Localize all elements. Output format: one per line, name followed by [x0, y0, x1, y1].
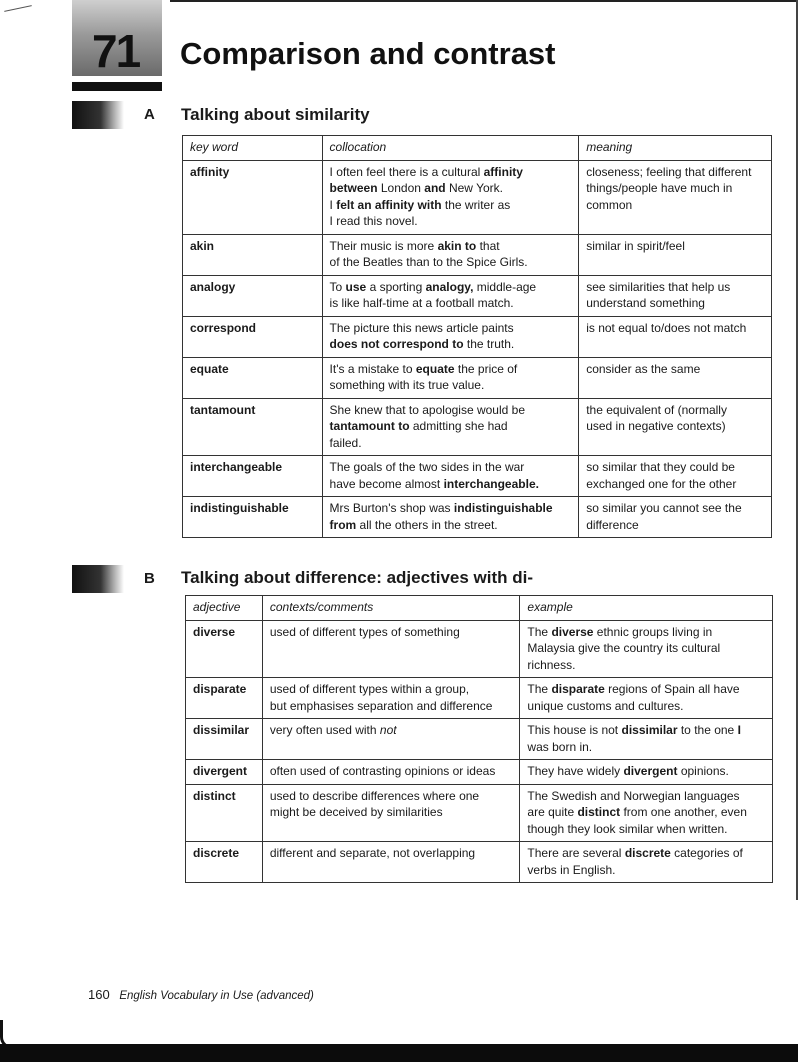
comment-line — [270, 624, 513, 641]
example-text: unique customs and cultures. — [527, 698, 684, 713]
example-text: disparate — [551, 682, 605, 696]
meaning-line: things/people have much in — [586, 181, 733, 195]
meaning-line: exchanged one for the other — [586, 476, 737, 491]
example-line — [527, 862, 765, 879]
key-word-cell: affinity — [183, 160, 323, 234]
meaning-line: used in negative contexts) — [586, 419, 726, 433]
comment-text: different and separate, not overlapping — [269, 846, 476, 860]
table-row — [183, 357, 772, 398]
collocation-text: I read this novel. — [329, 214, 418, 228]
section-a-title: Talking about similarity — [181, 105, 370, 124]
example-cell — [520, 719, 773, 760]
example-text: richness. — [527, 657, 576, 672]
example-text: divergent — [623, 764, 678, 778]
example-text: are quite — [527, 805, 578, 819]
example-text: They have widely — [527, 764, 624, 778]
meaning-line: is not equal to/does not match — [586, 320, 747, 335]
key-word-cell: equate — [183, 357, 323, 398]
collocation-text: have become almost — [329, 476, 444, 491]
example-text: I — [737, 723, 741, 737]
table-row — [183, 234, 772, 275]
adjective-cell: divergent — [186, 760, 263, 785]
collocation-text: analogy, — [425, 279, 474, 294]
example-line — [527, 788, 765, 805]
comment-line — [270, 722, 513, 739]
header-example: example — [520, 596, 773, 621]
collocation-line — [330, 361, 572, 378]
page-title: Comparison and contrast — [180, 36, 556, 71]
comment-text: used to describe differences where one — [269, 788, 480, 803]
example-text: was born in. — [527, 739, 593, 754]
header-collocation: collocation — [322, 136, 579, 161]
key-word-cell: akin — [183, 234, 323, 275]
section-b-marker — [72, 565, 124, 593]
adjective-cell: diverse — [186, 620, 263, 678]
collocation-line — [330, 238, 572, 255]
collocation-text: The picture this news article paints — [329, 320, 514, 335]
collocation-line — [330, 418, 572, 435]
table-row — [183, 316, 772, 357]
collocation-text: middle-age — [473, 279, 537, 294]
example-cell — [520, 760, 773, 785]
example-line — [527, 722, 765, 739]
key-word-cell: tantamount — [183, 398, 323, 456]
collocation-text: of the Beatles than to the Spice Girls. — [329, 255, 528, 269]
collocation-text: Mrs Burton's shop was — [329, 501, 454, 515]
collocation-text: affinity — [483, 164, 523, 179]
table-row — [186, 760, 773, 785]
collocation-line — [330, 500, 572, 517]
example-cell — [520, 678, 773, 719]
meaning-cell — [579, 316, 772, 357]
key-word-cell: analogy — [183, 275, 323, 316]
section-a-letter: A — [144, 106, 155, 123]
meaning-line: common — [586, 197, 633, 212]
meaning-cell — [579, 160, 772, 234]
key-word-cell: interchangeable — [183, 456, 323, 497]
page-footer — [88, 987, 314, 1002]
collocation-text: indistinguishable — [453, 501, 553, 515]
collocation-cell — [322, 357, 579, 398]
collocation-text: the writer as — [441, 197, 511, 212]
meaning-cell — [579, 456, 772, 497]
comment-text: not — [379, 723, 397, 737]
example-line — [527, 624, 765, 641]
collocation-line — [330, 435, 572, 452]
page-number: 160 — [88, 987, 110, 1002]
collocation-cell — [322, 456, 579, 497]
collocation-text: admitting she had — [409, 419, 508, 433]
example-line — [527, 657, 765, 674]
collocation-line — [330, 164, 572, 181]
collocation-text: the price of — [454, 361, 518, 376]
collocation-cell — [322, 398, 579, 456]
collocation-line — [330, 295, 572, 312]
header-contexts: contexts/comments — [262, 596, 520, 621]
table-row — [186, 842, 773, 883]
collocation-cell — [322, 497, 579, 538]
table-row — [186, 784, 773, 842]
collocation-line — [330, 336, 572, 353]
collocation-line — [330, 402, 572, 419]
example-cell — [520, 784, 773, 842]
comment-line — [270, 788, 513, 805]
comment-cell — [262, 678, 520, 719]
key-word-cell: correspond — [183, 316, 323, 357]
collocation-line — [330, 320, 572, 337]
comment-cell — [262, 620, 520, 678]
collocation-text: tantamount to — [329, 419, 410, 433]
example-text: regions of Spain all have — [604, 682, 740, 696]
example-text: to the one — [677, 723, 738, 737]
table-row — [186, 620, 773, 678]
example-line — [527, 821, 765, 838]
section-b-title: Talking about difference: adjectives with di- — [181, 568, 534, 587]
collocation-text: from — [329, 517, 357, 532]
meaning-line: difference — [586, 517, 639, 532]
example-line — [527, 763, 765, 780]
collocation-line — [330, 254, 572, 271]
example-text: distinct — [577, 805, 621, 819]
table-row — [183, 398, 772, 456]
meaning-cell — [579, 497, 772, 538]
meaning-cell — [579, 234, 772, 275]
collocation-line — [330, 377, 572, 394]
collocation-text: use — [345, 279, 367, 294]
example-line — [527, 804, 765, 821]
collocation-cell — [322, 275, 579, 316]
meaning-line: consider as the same — [586, 361, 701, 376]
collocation-text: She knew that to apologise would be — [329, 402, 525, 417]
example-text: discrete — [624, 846, 671, 860]
collocation-text: I — [329, 197, 337, 212]
comment-text: but emphasises separation and difference — [269, 698, 493, 713]
scan-bottom-band — [0, 1044, 798, 1062]
collocation-text: a sporting — [366, 279, 426, 294]
comment-text: very often used with — [269, 723, 380, 737]
table-header-row — [183, 136, 772, 161]
comment-line — [270, 763, 513, 780]
adjective-cell: distinct — [186, 784, 263, 842]
example-text: opinions. — [677, 764, 729, 778]
comment-text: often used of contrasting opinions or ideas — [269, 764, 496, 778]
collocation-text: felt an affinity with — [336, 197, 442, 212]
example-text: verbs in English. — [527, 862, 616, 877]
example-text: The — [527, 624, 552, 639]
table-row — [186, 719, 773, 760]
comment-cell — [262, 784, 520, 842]
example-cell — [520, 842, 773, 883]
comment-line — [270, 698, 513, 715]
book-title: English Vocabulary in Use (advanced) — [119, 990, 314, 1002]
example-line — [527, 845, 765, 862]
adjective-cell: disparate — [186, 678, 263, 719]
example-text: This house is not — [527, 723, 622, 737]
table-row — [186, 678, 773, 719]
meaning-line: the equivalent of (normally — [586, 402, 727, 417]
example-text: categories of — [670, 846, 743, 860]
example-text: from one another, even — [620, 805, 747, 819]
comment-line — [270, 681, 513, 698]
example-line — [527, 739, 765, 756]
example-text: though they look similar when written. — [527, 821, 728, 836]
example-text: There are several — [527, 846, 625, 860]
table-row — [183, 497, 772, 538]
header-adjective: adjective — [186, 596, 263, 621]
scan-mark — [4, 5, 32, 12]
collocation-line — [330, 180, 572, 197]
collocation-line — [330, 459, 572, 476]
meaning-line: so similar that they could be — [586, 460, 735, 474]
comment-text: used of different types of something — [269, 624, 460, 639]
meaning-line: understand something — [586, 296, 705, 310]
key-word-cell: indistinguishable — [183, 497, 323, 538]
collocation-text: I often feel there is a cultural — [329, 164, 484, 179]
collocation-line — [330, 213, 572, 230]
collocation-cell — [322, 160, 579, 234]
top-rule — [170, 0, 798, 2]
example-line — [527, 681, 765, 698]
meaning-line: similar in spirit/feel — [586, 238, 685, 253]
collocation-text: that — [476, 238, 500, 253]
table-row — [183, 160, 772, 234]
collocation-line — [330, 517, 572, 534]
difference-table — [185, 595, 773, 883]
section-b-letter: B — [144, 570, 155, 587]
collocation-text: akin to — [437, 238, 477, 253]
collocation-line — [330, 197, 572, 214]
comment-line — [270, 845, 513, 862]
comment-text: used of different types within a group, — [269, 682, 470, 696]
table-row — [183, 456, 772, 497]
collocation-text: London — [377, 181, 425, 195]
collocation-text: equate — [415, 361, 455, 376]
example-text: dissimilar — [621, 723, 678, 737]
collocation-line — [330, 476, 572, 493]
adjective-cell: discrete — [186, 842, 263, 883]
meaning-line: see similarities that help us — [586, 279, 731, 294]
collocation-text: interchangeable. — [443, 476, 539, 491]
comment-line — [270, 804, 513, 821]
adjective-cell: dissimilar — [186, 719, 263, 760]
collocation-text: Their music is more — [329, 238, 438, 253]
similarity-table — [182, 135, 772, 538]
collocation-text: is like half-time at a football match. — [329, 296, 514, 310]
section-a-marker — [72, 101, 124, 129]
collocation-text: failed. — [329, 435, 362, 450]
collocation-cell — [322, 316, 579, 357]
example-text: ethnic groups living in — [593, 624, 713, 639]
example-text: The Swedish and Norwegian languages — [527, 788, 740, 803]
example-text: The — [527, 682, 552, 696]
collocation-cell — [322, 234, 579, 275]
collocation-text: the truth. — [463, 337, 515, 351]
collocation-line — [330, 279, 572, 296]
comment-cell — [262, 760, 520, 785]
comment-cell — [262, 842, 520, 883]
header-key-word: key word — [183, 136, 323, 161]
comment-text: might be deceived by similarities — [269, 805, 443, 819]
collocation-text: something with its true value. — [329, 378, 485, 392]
collocation-text: and — [424, 181, 446, 195]
meaning-cell — [579, 275, 772, 316]
example-cell — [520, 620, 773, 678]
example-text: diverse — [551, 624, 594, 639]
table-row — [183, 275, 772, 316]
comment-cell — [262, 719, 520, 760]
meaning-cell — [579, 398, 772, 456]
collocation-text: It's a mistake to — [329, 361, 416, 376]
collocation-text: between — [329, 181, 378, 195]
collocation-text: all the others in the street. — [356, 517, 498, 532]
example-text: Malaysia give the country its cultural — [527, 641, 721, 655]
unit-number: 71 — [92, 25, 140, 77]
example-line — [527, 698, 765, 715]
collocation-text: The goals of the two sides in the war — [329, 460, 525, 474]
example-line — [527, 640, 765, 657]
meaning-line: closeness; feeling that different — [586, 164, 752, 179]
collocation-text: New York. — [445, 181, 503, 195]
collocation-text: does not correspond to — [329, 337, 464, 351]
header-meaning: meaning — [579, 136, 772, 161]
meaning-cell — [579, 357, 772, 398]
collocation-text: To — [329, 279, 346, 294]
table-header-row — [186, 596, 773, 621]
meaning-line: so similar you cannot see the — [586, 501, 742, 515]
unit-bar — [72, 82, 162, 91]
